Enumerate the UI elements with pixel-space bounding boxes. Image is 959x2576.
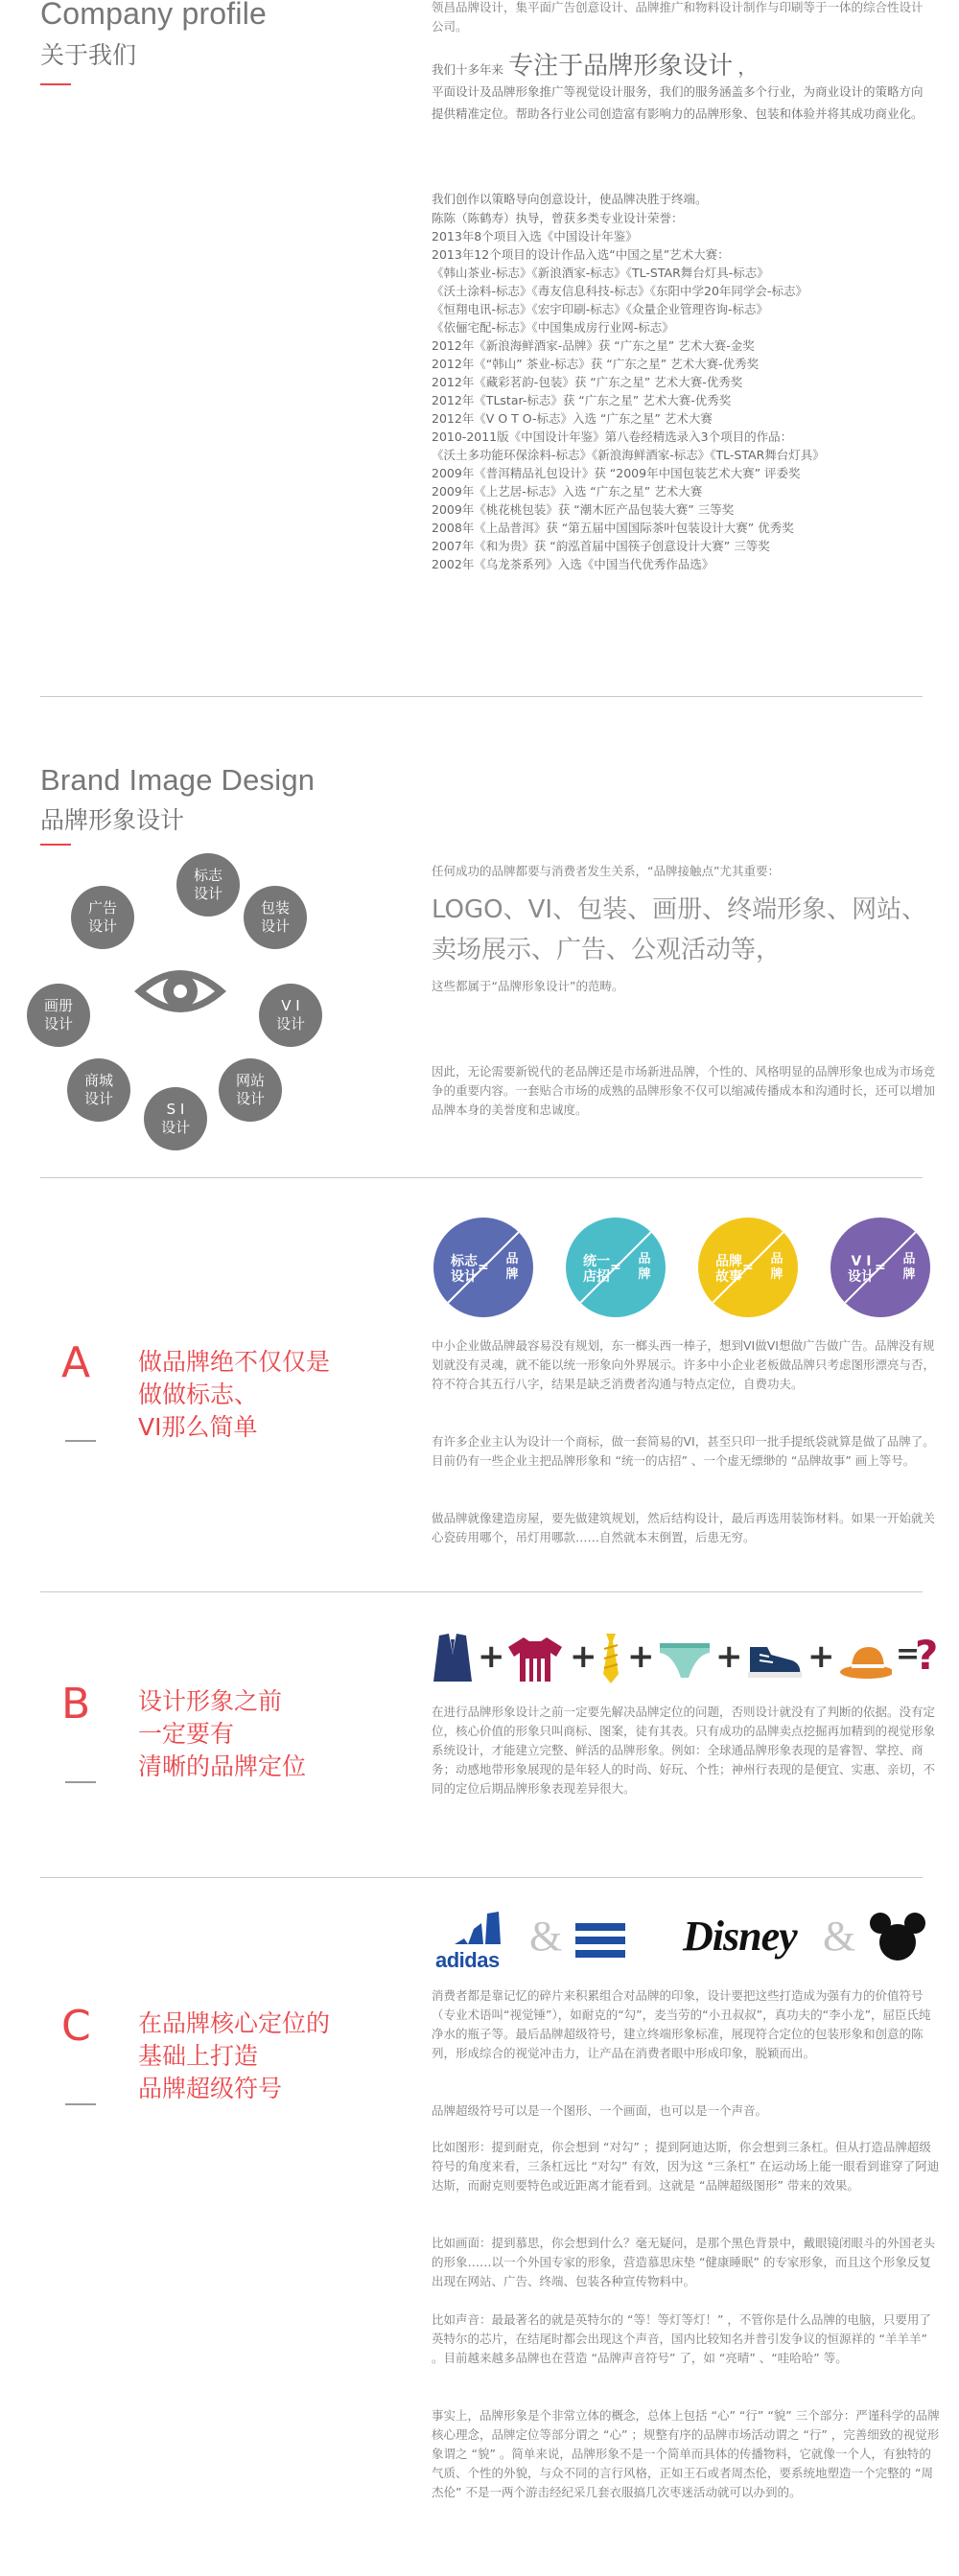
section-a-letter: A (61, 1338, 91, 1387)
award-item: 《恒翔电讯-标志》《宏宇印刷-标志》《众量企业管理咨询-标志》 (432, 302, 769, 316)
equation-right-label: 品 牌 (770, 1252, 784, 1282)
equation-circle (566, 1218, 666, 1317)
touchpoint-ring (29, 853, 336, 1141)
plus-icon: + (478, 1637, 505, 1676)
section-b-letter: B (61, 1680, 91, 1729)
touchpoint-label-line: S I (166, 1101, 185, 1118)
section-c-heading-line: 在品牌核心定位的 (138, 2009, 331, 2037)
divider-4 (40, 1877, 923, 1878)
suit-jacket-icon (432, 1632, 474, 1685)
award-item: 2013年8个项目入选《中国设计年鉴》 (432, 229, 638, 244)
touchpoint-circle-label (276, 997, 305, 1033)
profile-title-en: Company profile (40, 0, 267, 31)
profile-title-dash (40, 83, 71, 85)
touchpoint-label-line: 网站 (235, 1072, 265, 1089)
section-a-heading-line: 做品牌绝不仅仅是 (138, 1348, 331, 1376)
award-item: 《依俪宅配-标志》《中国集成房行业网-标志》 (432, 320, 674, 335)
outfit-equation (432, 1630, 939, 1691)
touchpoint-label-line: 设计 (275, 1015, 305, 1033)
not-equal-icon: ≠ (875, 1260, 886, 1275)
touchpoint-circle-brochure (27, 984, 90, 1047)
touchpoint-label-line: 设计 (87, 917, 117, 935)
touchpoint-circle-si (144, 1087, 207, 1150)
not-equal-icon: ≠ (742, 1260, 754, 1275)
section-a-heading (138, 1346, 330, 1444)
section-c-p6: 事实上，品牌形象是个非常立体的概念，总体上包括 “心” “行” “貌” 三个部分：严谨科学的品牌核心理念，品牌定位等部分谓之 “心” ；规整有序的品牌市场活动谓之 “行” ，完善细致的视觉形象谓之 “貌” 。简单来说，品牌形象不是一个简单而具体的传播物料，它就像一个人，有独特的气质、个性的外貌，与众不同的言行风格，正如王石或者周杰伦，要系统地塑造一个完整的 “周杰伦” 不是一两个游击经纪采几套衣服搞几次枣迷活动就可以办到的。 (432, 2408, 940, 2499)
touchpoint-label-line: 设计 (160, 1119, 190, 1136)
touchpoint-label-line: 标志 (193, 867, 222, 884)
equation-circles (433, 1216, 932, 1321)
touchpoint-circle-ad (71, 886, 134, 949)
award-item: 2012年《V O T O-标志》入选 “广东之星” 艺术大赛 (432, 411, 713, 426)
section-c-p5: 比如声音：最最著名的就是英特尔的 “等！等灯等灯！” ，不管你是什么品牌的电脑，只要用了英特尔的芯片，在结尾时都会出现这个声音，国内比较知名并普引发争议的恒源祥的 “羊羊羊” 。目前越来越多品牌也在营造 “品牌声音符号” 了，如 “亮晴” 、“哇哈哈” 等。 (432, 2312, 931, 2365)
touchpoint-circle-label (161, 1101, 190, 1137)
touchpoint-big-list: LOGO、VI、包装、画册、终端形象、网站、卖场展示、广告、公观活动等， (432, 895, 927, 964)
award-item: 2010-2011版《中国设计年鉴》第八卷经精选录入3个项目的作品： (432, 429, 793, 444)
touchpoint-label-line: 设计 (235, 1090, 265, 1107)
touchpoint-note: 这些都属于“品牌形象设计”的范畴。 (432, 979, 624, 993)
touchpoint-circle-mall (67, 1058, 130, 1122)
divider-3 (40, 1591, 923, 1592)
awards-list (432, 209, 825, 573)
touchpoint-label-line: 包装 (260, 899, 290, 917)
award-item: 《沃土涂料-标志》《毒友信息科技-标志》《东阳中学20年同学会-标志》 (432, 284, 807, 298)
brand-title-cn: 品牌形象设计 (40, 806, 185, 834)
award-item: 2009年《上艺居-标志》入选 “广东之星” 艺术大赛 (432, 484, 703, 499)
section-a-p2: 有许多企业主认为设计一个商标，做一套简易的VI，甚至只印一批手提纸袋就算是做了品牌了。目前仍有一些企业主把品牌形象和 “统一的店招” 、一个虚无缥缈的 “品牌故事” 画上等号。 (432, 1434, 935, 1468)
section-c-p1: 消费者都是靠记忆的碎片来积累组合对品牌的印象，设计要把这些打造成为强有力的价值符号（专业术语叫“视觉锤”），如耐克的“勾”，麦当劳的“小丑叔叔”，真功夫的“李小龙”，屈臣氏纯净水的瓶子等。最后品牌超级符号，建立终端形象标准，展现符合定位的包装形象和创意的陈列，形成综合的视觉冲击力，让产品在消费者眼中形成印象，脱颖而出。 (432, 1988, 931, 2060)
award-item: 2009年《普洱精品礼包设计》获 “2009年中国包装艺术大赛” 评委奖 (432, 466, 801, 480)
mickey-ears-icon (869, 1910, 926, 1963)
equation-right-label: 品 牌 (505, 1252, 519, 1282)
equation-left-label: V I 设计 (848, 1254, 875, 1285)
hat-icon (838, 1643, 892, 1682)
ampersand: & (529, 1913, 563, 1960)
equation-right-label: 品 牌 (902, 1252, 916, 1282)
section-c-p2: 品牌超级符号可以是一个图形、一个画面，也可以是一个声音。 (432, 2103, 768, 2118)
touchpoint-circle-vi (259, 984, 322, 1047)
divider-1 (40, 696, 923, 697)
touchpoint-label-line: 画册 (43, 997, 73, 1014)
award-item: 《沃土多功能环保涂料-标志》《新浪海鲜酒家-标志》《TL-STAR舞台灯具》 (432, 448, 825, 462)
section-b-heading-line: 设计形象之前 (138, 1687, 283, 1715)
plus-icon: + (570, 1637, 597, 1676)
not-equal-icon: ≠ (478, 1260, 489, 1275)
underwear-icon (658, 1639, 712, 1682)
profile-intro-lead: 我们十多年来 (432, 62, 504, 77)
tshirt-icon (506, 1636, 564, 1683)
profile-intro-comma: ， (737, 56, 758, 79)
plus-icon: + (627, 1637, 655, 1676)
eye-icon (132, 957, 228, 1024)
touchpoint-circle-label (88, 899, 117, 936)
equation-right-label: 品 牌 (638, 1252, 651, 1282)
touchpoint-label-line: 商城 (83, 1072, 113, 1089)
section-c-heading-line: 品牌超级符号 (138, 2075, 283, 2102)
section-a-p1: 中小企业做品牌最容易没有规划，东一榔头西一棒子，想到VI做VI想做广告做广告。品牌没有规划就没有灵魂，就不能以统一形象向外界展示。许多中小企业老板做品牌只考虑图形漂亮与否，符不符合其五行八字，结果是缺乏消费者沟通与特点定位，自费功夫。 (432, 1338, 936, 1391)
profile-creative-line: 我们创作以策略导向创意设计，使品牌决胜于终端。 (432, 192, 708, 206)
section-a-heading-line: 做做标志、 (138, 1381, 259, 1408)
touchpoint-circle-label (84, 1072, 113, 1108)
section-b-heading-line: 一定要有 (138, 1720, 235, 1748)
profile-intro-big: 专注于品牌形象设计 (508, 52, 734, 81)
equation-left-label: 标志 设计 (451, 1254, 478, 1285)
section-a-dash (65, 1440, 96, 1442)
equation-circle (830, 1218, 930, 1317)
section-c-heading-line: 基础上打造 (138, 2042, 259, 2070)
plus-icon: + (715, 1637, 743, 1676)
touchpoint-label-line: 设计 (83, 1090, 113, 1107)
three-stripes-icon (575, 1923, 625, 1958)
touchpoint-label-line: V I (281, 997, 300, 1014)
section-b-heading (138, 1685, 306, 1783)
equation-left-label: 品牌 故事 (715, 1254, 742, 1285)
touchpoint-label-line: 设计 (260, 917, 290, 935)
profile-title-cn: 关于我们 (40, 41, 137, 69)
touchpoint-circle-label (261, 899, 290, 936)
brand-title-dash (40, 844, 71, 846)
touchpoint-circle-logo (176, 853, 240, 917)
touchpoint-circle-package (244, 886, 307, 949)
disney-wordmark: Disney (683, 1913, 797, 1960)
section-c-letter: C (61, 2002, 91, 2051)
section-c-heading (138, 2007, 330, 2105)
touchpoint-body: 因此，无论需要新锐代的老品牌还是市场新进品牌，个性的、风格明显的品牌形象也成为市场竞争的重要内容。一套贴合市场的成熟的品牌形象不仅可以缩减传播成本和沟通时长，还可以增加品牌本身的美誉度和忠诚度。 (432, 1064, 936, 1117)
award-item: 2012年《藏彩茗韵-包装》获 “广东之星” 艺术大赛-优秀奖 (432, 375, 743, 389)
section-a-p3: 做品牌就像建造房屋，要先做建筑规划，然后结构设计，最后再选用装饰材料。如果一开始就关心瓷砖用哪个，吊灯用哪款……自然就本末倒置，后患无穷。 (432, 1511, 936, 1544)
touchpoint-circle-website (219, 1058, 282, 1122)
section-c-p4: 比如画面：提到慕思，你会想到什么？毫无疑问，是那个黑色背景中，戴眼镜闭眼斗的外国老头的形象……以一个外国专家的形象，营造慕思床垫 “健康睡眠” 的专家形象，而且这个形象反复出现在网站、广告、终端、包装各种宣传物料中。 (432, 2236, 936, 2288)
touchpoint-circle-label (194, 867, 222, 903)
touchpoint-label-line: 设计 (193, 885, 222, 902)
award-item: 2008年《上品普洱》获 “第五届中国国际茶叶包装设计大赛” 优秀奖 (432, 521, 794, 535)
award-item: 2009年《桃花桃包装》获 “潮木匠产品包装大赛” 三等奖 (432, 502, 735, 517)
question-mark: ? (915, 1632, 939, 1679)
award-item: 2002年《乌龙茶系列》入选《中国当代优秀作品选》 (432, 557, 714, 571)
profile-intro-line (432, 46, 930, 81)
touchpoint-label-line: 广告 (87, 899, 117, 917)
touchpoint-circle-label (236, 1072, 265, 1108)
section-c-p3: 比如图形：提到耐克，你会想到 “对勾” ；提到阿迪达斯，你会想到三条杠。但从打造品牌超级符号的角度来看，三条杠远比 “对勾” 有效，因为这 “三条杠” 在运动场上能一眼看到谁穿了阿迪达斯，而耐克则要特色或近距离才能看到。这就是 “品牌超级图形” 带来的效果。 (432, 2140, 940, 2193)
equation-circle (698, 1218, 798, 1317)
equals-icon: = (896, 1637, 921, 1671)
award-item: 陈陈（陈鹤寿）执导，曾获多类专业设计荣誉： (432, 211, 684, 225)
shoe-icon (746, 1643, 804, 1682)
award-item: 2012年《TLstar-标志》获 “广东之星” 艺术大赛-优秀奖 (432, 393, 732, 407)
adidas-wordmark: adidas (435, 1948, 500, 1972)
brand-symbols (432, 1910, 930, 1977)
profile-intro-top: 领昌品牌设计，集平面广告创意设计、品牌推广和物料设计制作与印刷等于一体的综合性设计公司。 (432, 0, 924, 34)
award-item: 2013年12个项目的设计作品入选“中国之星”艺术大赛： (432, 247, 730, 262)
section-c-dash (65, 2103, 96, 2105)
touchpoint-intro: 任何成功的品牌都要与消费者发生关系，“品牌接触点”尤其重要： (432, 864, 780, 878)
ampersand: & (823, 1913, 856, 1960)
section-a-heading-line: VI那么简单 (138, 1413, 258, 1441)
touchpoint-circle-label (44, 997, 73, 1033)
award-item: 2007年《和为贵》获 “韵泓首届中国筷子创意设计大赛” 三等奖 (432, 539, 770, 553)
section-b-dash (65, 1781, 96, 1783)
section-b-p1: 在进行品牌形象设计之前一定要先解决品牌定位的问题，否则设计就没有了判断的依据。没有定位，核心价值的形象只叫商标、图案，徒有其表。只有成功的品牌卖点挖掘再加精到的视觉形象系统设计，才能建立完整、鲜活的品牌形象。例如：全球通品牌形象表现的是睿智、掌控、商务；动感地带形象展现的是年轻人的时尚、好玩、个性；神州行表现的是便宜、实惠、亲切，不同的定位后期品牌形象表现差异很大。 (432, 1705, 936, 1796)
equation-left-label: 统一 店招 (583, 1254, 610, 1285)
section-b-heading-line: 清晰的品牌定位 (138, 1752, 307, 1780)
plus-icon: + (807, 1637, 835, 1676)
touchpoint-label-line: 设计 (43, 1015, 73, 1033)
divider-2 (40, 1177, 923, 1178)
equation-circle (433, 1218, 533, 1317)
award-item: 《韩山茶业-标志》《新浪酒家-标志》《TL-STAR舞台灯具-标志》 (432, 266, 769, 280)
not-equal-icon: ≠ (610, 1260, 621, 1275)
award-item: 2012年《新浪海鲜酒家-品牌》获 “广东之星” 艺术大赛-金奖 (432, 338, 755, 353)
brand-title-en: Brand Image Design (40, 763, 316, 797)
profile-intro-body: 平面设计及品牌形象推广等视觉设计服务，我们的服务涵盖多个行业，为商业设计的策略方向提供精准定位。帮助各行业公司创造富有影响力的品牌形象、包装和体验并将其成功商业化。 (432, 84, 924, 121)
necktie-icon (600, 1632, 621, 1685)
award-item: 2012年《“韩山” 茶业-标志》获 “广东之星” 艺术大赛-优秀奖 (432, 357, 760, 371)
